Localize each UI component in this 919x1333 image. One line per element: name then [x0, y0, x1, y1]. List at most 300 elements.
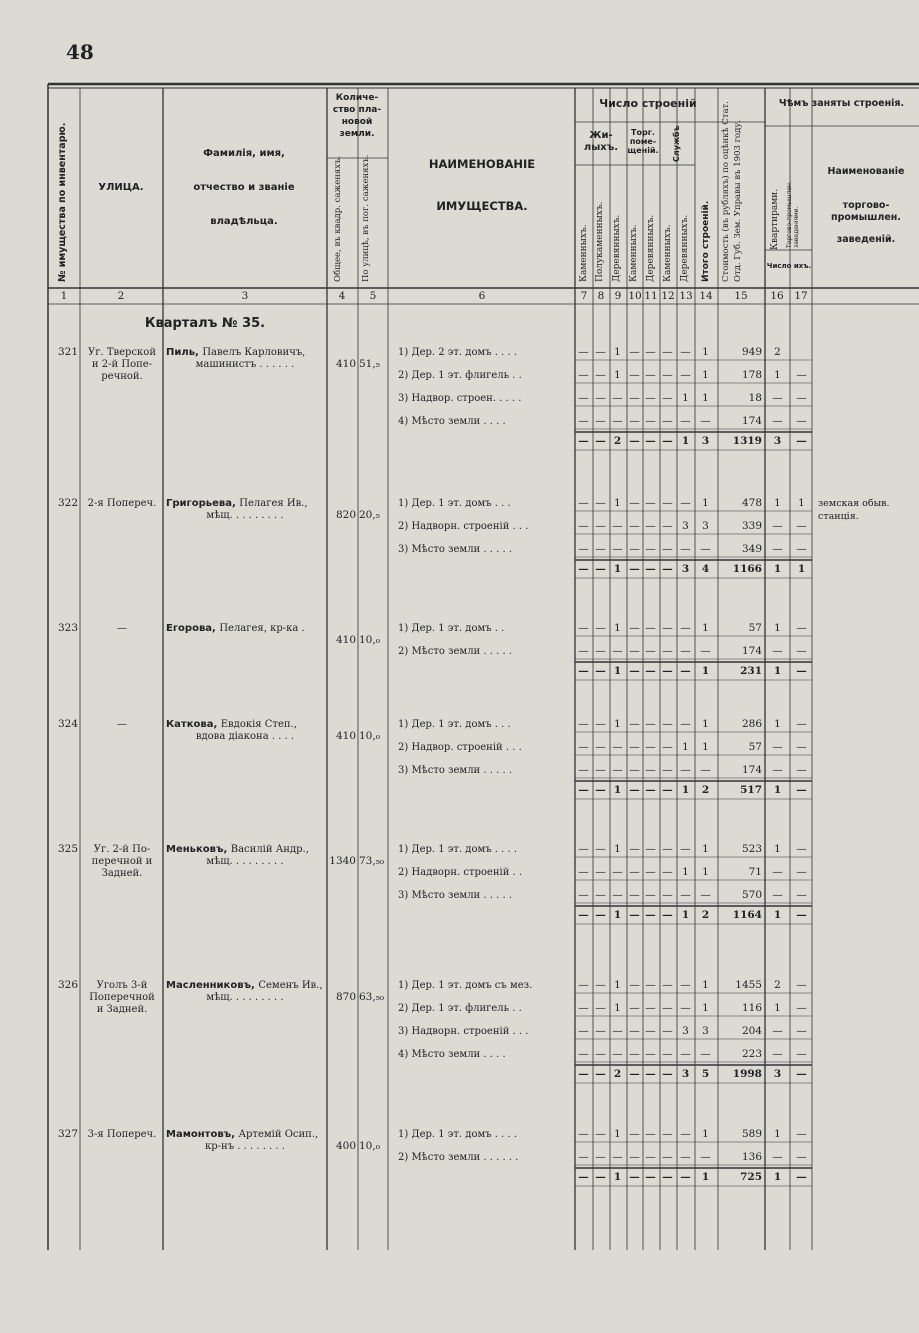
building-count: — — [612, 1025, 623, 1037]
building-count: — — [645, 843, 656, 855]
building-count: 3 — [682, 520, 689, 532]
building-count: — — [578, 392, 589, 404]
total-building-count: — — [629, 784, 640, 796]
building-count: — — [578, 979, 589, 991]
total-building-count: — — [595, 1068, 606, 1080]
building-count: — — [700, 415, 711, 427]
total-trade: — — [796, 1068, 807, 1080]
building-count: — — [595, 392, 606, 404]
property-value: 204 — [741, 1025, 762, 1037]
property-value: 71 — [748, 866, 762, 878]
total-building-count: — — [578, 909, 589, 921]
building-count: — — [662, 866, 673, 878]
building-count: — — [662, 369, 673, 381]
owner-surname: Масленниковъ, — [166, 980, 259, 991]
building-count: — — [629, 645, 640, 657]
building-count: — — [612, 520, 623, 532]
building-count: — — [645, 889, 656, 901]
building-count: — — [645, 718, 656, 730]
entry-frontage: 51,₅ — [359, 358, 380, 370]
entry-owner-line: машинистъ . . . . . . — [195, 359, 295, 370]
apartment-count: 1 — [774, 843, 781, 855]
building-count: — — [700, 1151, 711, 1163]
property-item: 1) Дер. 1 эт. домъ . . . — [398, 498, 511, 509]
column-number: 12 — [661, 290, 675, 302]
property-item: 2) Надворн. строеній . . . — [398, 521, 529, 532]
total-building-count: — — [578, 435, 589, 447]
trade-count: — — [796, 415, 807, 427]
building-count: — — [645, 497, 656, 509]
total-building-count: 1 — [681, 784, 690, 796]
entry-number: 323 — [57, 622, 78, 634]
total-apartments: 1 — [773, 1171, 782, 1183]
building-count: — — [662, 889, 673, 901]
property-value: 523 — [741, 843, 762, 855]
total-building-count: 2 — [613, 435, 622, 447]
building-count: — — [680, 645, 691, 657]
total-building-count: 4 — [701, 563, 710, 575]
trade-count: — — [796, 866, 807, 878]
total-trade: — — [796, 435, 807, 447]
building-count: — — [680, 889, 691, 901]
owner-name: Пелагея Ив., — [239, 498, 308, 509]
building-count: 1 — [702, 622, 709, 634]
owner-name: Павелъ Карловичъ, — [202, 347, 306, 358]
owner-surname: Меньковъ, — [166, 844, 231, 855]
property-item: 3) Надвор. строен. . . . . — [398, 393, 522, 404]
building-count: — — [595, 1002, 606, 1014]
total-building-count: 1 — [613, 563, 622, 575]
apartment-count: — — [772, 1025, 783, 1037]
building-count: — — [662, 543, 673, 555]
building-count: — — [629, 497, 640, 509]
building-count: — — [680, 622, 691, 634]
header-occupied-group: Чѣмъ заняты строенія. — [778, 98, 905, 109]
apartment-count: — — [772, 645, 783, 657]
building-count: 1 — [614, 1002, 621, 1014]
building-count: 3 — [702, 1025, 709, 1037]
trade-count: — — [796, 622, 807, 634]
entry-street: Задней. — [101, 868, 143, 879]
apartment-count: 1 — [774, 718, 781, 730]
building-count: — — [645, 979, 656, 991]
entry-area: 410 — [335, 358, 356, 370]
total-building-count: — — [662, 909, 673, 921]
total-building-count: 1 — [613, 1171, 622, 1183]
property-item: 1) Дер. 1 эт. домъ съ мез. — [398, 980, 533, 991]
entry-street: речной. — [101, 371, 143, 382]
building-count: — — [578, 415, 589, 427]
total-apartments: 1 — [773, 665, 782, 677]
column-number: 11 — [644, 290, 658, 302]
trade-count: — — [796, 645, 807, 657]
building-count: — — [680, 346, 691, 358]
entry-area: 410 — [335, 730, 356, 742]
owner-name: Семенъ Ив., — [258, 980, 323, 991]
building-count: — — [595, 1128, 606, 1140]
entry-street: — — [117, 719, 127, 730]
total-building-count: — — [629, 1171, 640, 1183]
building-count: — — [595, 1151, 606, 1163]
total-apartments: 3 — [773, 435, 782, 447]
owner-surname: Пиль, — [166, 347, 203, 358]
building-count: 1 — [702, 392, 709, 404]
header-half-stone: Полукаменныхъ. — [595, 201, 605, 282]
total-building-count: — — [645, 1068, 656, 1080]
building-count: — — [578, 866, 589, 878]
building-count: — — [629, 520, 640, 532]
building-count: — — [629, 1025, 640, 1037]
building-count: — — [595, 741, 606, 753]
apartment-count: — — [772, 889, 783, 901]
building-count: — — [662, 1128, 673, 1140]
building-count: — — [595, 622, 606, 634]
building-count: — — [612, 645, 623, 657]
property-item: 3) Надворн. строеній . . . — [398, 1026, 529, 1037]
building-count: — — [700, 1048, 711, 1060]
apartment-count: — — [772, 764, 783, 776]
building-count: — — [612, 415, 623, 427]
total-apartments: 1 — [773, 563, 782, 575]
building-count: — — [680, 718, 691, 730]
building-count: — — [578, 764, 589, 776]
owner-surname: Егорова, — [166, 623, 220, 634]
trade-count: — — [796, 392, 807, 404]
header-service: Службъ — [672, 125, 681, 162]
building-count: — — [595, 1048, 606, 1060]
building-count: 1 — [614, 622, 621, 634]
entry-street: Уголъ 3-й — [96, 980, 148, 991]
total-building-count: 1 — [701, 665, 710, 677]
header-owner-top: Фамилія, имя, — [203, 148, 285, 159]
header-owner-bottom: владѣльца. — [210, 216, 278, 227]
total-value: 517 — [740, 784, 762, 796]
building-count: — — [645, 1002, 656, 1014]
header-count: Число ихъ. — [766, 262, 812, 270]
entry-street: и Задней. — [96, 1004, 148, 1015]
building-count: — — [612, 543, 623, 555]
total-value: 1319 — [732, 435, 762, 447]
header-service-wooden: Деревянныхъ. — [680, 214, 690, 282]
apartment-count: — — [772, 1151, 783, 1163]
entry-owner-line: мѣщ. . . . . . . . . — [206, 992, 284, 1003]
building-count: — — [662, 497, 673, 509]
trade-count: — — [796, 843, 807, 855]
trade-count: — — [796, 764, 807, 776]
property-item: 2) Мѣсто земли . . . . . — [398, 646, 512, 657]
total-trade: — — [796, 1171, 807, 1183]
building-count: — — [662, 1048, 673, 1060]
building-count: — — [645, 1128, 656, 1140]
entry-street: перечной и — [91, 856, 153, 867]
column-number: 5 — [369, 290, 377, 302]
total-building-count: — — [662, 665, 673, 677]
apartment-count: 1 — [774, 497, 781, 509]
building-count: 1 — [614, 718, 621, 730]
entry-number: 321 — [57, 346, 78, 358]
building-count: — — [662, 520, 673, 532]
building-count: — — [578, 1002, 589, 1014]
building-count: — — [680, 369, 691, 381]
total-building-count: — — [662, 1171, 673, 1183]
building-count: — — [629, 369, 640, 381]
total-value: 725 — [740, 1171, 762, 1183]
header-trade-stone: Каменныхъ. — [629, 224, 639, 282]
building-count: — — [680, 979, 691, 991]
building-count: 1 — [702, 497, 709, 509]
building-count: — — [645, 346, 656, 358]
column-number: 4 — [338, 290, 346, 302]
entry-number: 325 — [57, 843, 78, 855]
apartment-count: 2 — [774, 346, 781, 358]
building-count: — — [645, 1151, 656, 1163]
building-count: — — [595, 889, 606, 901]
building-count: — — [595, 979, 606, 991]
building-count: — — [645, 764, 656, 776]
building-count: — — [578, 889, 589, 901]
header-value: Стоимость (въ рубляхъ) по оцѣнкѣ Стат. Отд. Губ. Зем. Управы въ 1903 году. — [721, 101, 743, 282]
header-apartments: Квартирами. — [770, 188, 780, 250]
header-land-group: Количе-ство пла-новой земли. — [332, 93, 382, 139]
column-number: 2 — [117, 290, 125, 302]
header-trade-name-mid: торгово-промышлен. — [831, 200, 901, 223]
column-number: 14 — [699, 290, 713, 302]
building-count: 1 — [614, 497, 621, 509]
total-building-count: — — [578, 1068, 589, 1080]
property-value: 589 — [741, 1128, 762, 1140]
entry-street: и 2-й Попе- — [91, 359, 153, 370]
building-count: — — [612, 764, 623, 776]
trade-count: — — [796, 1002, 807, 1014]
building-count: — — [662, 645, 673, 657]
entry-area: 870 — [335, 991, 356, 1003]
building-count: — — [700, 645, 711, 657]
total-building-count: 1 — [613, 909, 622, 921]
owner-name: Артемій Осип., — [238, 1129, 319, 1140]
total-apartments: 1 — [773, 784, 782, 796]
building-count: 1 — [702, 369, 709, 381]
building-count: 3 — [702, 520, 709, 532]
building-count: — — [700, 764, 711, 776]
header-trade-name-top: Наименованіе — [827, 166, 905, 177]
property-item: 2) Надвор. строеній . . . — [398, 742, 522, 753]
building-count: — — [578, 1048, 589, 1060]
apartment-count: 2 — [774, 979, 781, 991]
trade-count: — — [796, 741, 807, 753]
entry-frontage: 73,₅₀ — [359, 855, 385, 867]
total-building-count: — — [595, 784, 606, 796]
building-count: — — [700, 889, 711, 901]
total-building-count: 1 — [681, 435, 690, 447]
property-value: 178 — [741, 369, 762, 381]
total-building-count: — — [578, 563, 589, 575]
header-service-stone: Каменныхъ. — [663, 224, 673, 282]
trade-count: — — [796, 979, 807, 991]
property-item: 3) Мѣсто земли . . . . . — [398, 890, 512, 901]
header-owner-mid: отчество и званіе — [193, 182, 295, 193]
property-value: 174 — [741, 764, 762, 776]
total-building-count: — — [595, 563, 606, 575]
trade-count: — — [796, 1048, 807, 1060]
building-count: — — [595, 415, 606, 427]
trade-count: — — [796, 1128, 807, 1140]
building-count: — — [662, 622, 673, 634]
property-item: 4) Мѣсто земли . . . . — [398, 1049, 506, 1060]
total-building-count: — — [629, 1068, 640, 1080]
building-count: — — [595, 718, 606, 730]
entry-street: 3-я Попереч. — [87, 1129, 157, 1140]
building-count: 1 — [614, 979, 621, 991]
property-value: 1455 — [735, 979, 762, 991]
quarter-title: Кварталъ № 35. — [144, 316, 266, 331]
total-trade: — — [796, 665, 807, 677]
total-building-count: — — [662, 1068, 673, 1080]
property-item: 1) Дер. 1 эт. домъ . . . . — [398, 844, 518, 855]
entry-frontage: 10,₀ — [359, 634, 380, 646]
building-count: — — [612, 1151, 623, 1163]
building-count: 1 — [702, 718, 709, 730]
building-count: — — [680, 415, 691, 427]
trade-count: — — [796, 889, 807, 901]
property-item: 3) Мѣсто земли . . . . . — [398, 544, 512, 555]
building-count: — — [612, 392, 623, 404]
trade-count: — — [796, 369, 807, 381]
property-value: 57 — [748, 741, 762, 753]
property-value: 949 — [741, 346, 762, 358]
header-wooden: Деревянныхъ. — [612, 214, 622, 282]
building-count: — — [629, 1128, 640, 1140]
building-count: — — [645, 520, 656, 532]
building-count: — — [662, 415, 673, 427]
owner-surname: Каткова, — [166, 719, 221, 730]
total-building-count: — — [645, 784, 656, 796]
property-value: 18 — [748, 392, 762, 404]
building-count: 1 — [614, 346, 621, 358]
building-count: — — [680, 497, 691, 509]
column-number: 3 — [241, 290, 249, 302]
building-count: — — [595, 645, 606, 657]
property-item: 4) Мѣсто земли . . . . — [398, 416, 506, 427]
building-count: — — [612, 866, 623, 878]
total-building-count: — — [578, 665, 589, 677]
total-trade: 1 — [797, 563, 806, 575]
building-count: — — [662, 979, 673, 991]
building-count: — — [645, 1025, 656, 1037]
entry-area: 1340 — [329, 855, 356, 867]
total-trade: — — [796, 909, 807, 921]
building-count: — — [662, 718, 673, 730]
trade-count: 1 — [798, 497, 805, 509]
total-building-count: — — [662, 563, 673, 575]
building-count: 1 — [702, 1128, 709, 1140]
building-count: — — [578, 543, 589, 555]
property-item: 2) Надворн. строеній . . — [398, 867, 523, 878]
column-number: 9 — [614, 290, 622, 302]
building-count: — — [629, 889, 640, 901]
building-count: — — [578, 1025, 589, 1037]
total-trade: — — [796, 784, 807, 796]
apartment-count: 1 — [774, 1128, 781, 1140]
header-land-street: По улицѣ, въ пог. саженяхъ. — [361, 154, 371, 282]
entry-street: Уг. Тверской — [88, 347, 156, 358]
building-count: — — [680, 1128, 691, 1140]
apartment-count: 1 — [774, 1002, 781, 1014]
property-value: 223 — [741, 1048, 762, 1060]
building-count: — — [645, 1048, 656, 1060]
property-value: 286 — [741, 718, 762, 730]
entry-number: 324 — [57, 718, 78, 730]
building-count: — — [578, 1128, 589, 1140]
building-count: — — [662, 1151, 673, 1163]
building-count: 1 — [702, 843, 709, 855]
entry-number: 326 — [57, 979, 78, 991]
header-inventory-no: № имущества по инвентарю. — [57, 122, 68, 282]
owner-name: Евдокія Степ., — [220, 719, 297, 730]
header-trade-name-bottom: заведеній. — [836, 234, 896, 245]
building-count: — — [629, 1048, 640, 1060]
entry-frontage: 20,₅ — [359, 509, 380, 521]
column-number: 1 — [60, 290, 68, 302]
building-count: — — [578, 741, 589, 753]
building-count: — — [578, 622, 589, 634]
building-count: — — [662, 346, 673, 358]
total-building-count: — — [645, 665, 656, 677]
property-item: 2) Дер. 1 эт. флигель . . — [398, 1003, 522, 1014]
building-count: — — [578, 1151, 589, 1163]
property-value: 174 — [741, 645, 762, 657]
owner-name: Василій Андр., — [230, 844, 309, 855]
total-building-count: — — [645, 909, 656, 921]
building-count: — — [629, 346, 640, 358]
building-count: — — [629, 543, 640, 555]
header-buildings-group: Число строеній — [599, 97, 697, 110]
entry-street: — — [117, 623, 127, 634]
entry-owner-line: вдова діакона . . . . — [195, 731, 295, 742]
building-count: — — [595, 520, 606, 532]
apartment-count: — — [772, 392, 783, 404]
building-count: — — [680, 843, 691, 855]
apartment-count: 1 — [774, 622, 781, 634]
building-count: — — [595, 764, 606, 776]
building-count: — — [662, 741, 673, 753]
entry-owner-line: мѣщ. . . . . . . . . — [206, 510, 284, 521]
column-number: 17 — [794, 290, 808, 302]
total-value: 1998 — [732, 1068, 762, 1080]
building-count: — — [629, 718, 640, 730]
total-building-count: 3 — [681, 1068, 690, 1080]
apartment-count: — — [772, 520, 783, 532]
entry-area: 400 — [335, 1140, 356, 1152]
building-count: — — [595, 843, 606, 855]
building-count: — — [645, 415, 656, 427]
building-count: 1 — [702, 979, 709, 991]
total-building-count: — — [595, 1171, 606, 1183]
owner-name: Пелагея, кр-ка . — [219, 623, 305, 634]
total-building-count: — — [680, 665, 691, 677]
apartment-count: 1 — [774, 369, 781, 381]
total-value: 1164 — [732, 909, 762, 921]
total-building-count: 5 — [701, 1068, 710, 1080]
building-count: — — [578, 346, 589, 358]
trade-count: — — [796, 543, 807, 555]
entry-frontage: 10,₀ — [359, 1140, 380, 1152]
building-count: — — [629, 1151, 640, 1163]
total-building-count: 3 — [701, 435, 710, 447]
building-count: — — [612, 741, 623, 753]
building-count: — — [645, 392, 656, 404]
building-count: — — [680, 1048, 691, 1060]
total-apartments: 1 — [773, 909, 782, 921]
